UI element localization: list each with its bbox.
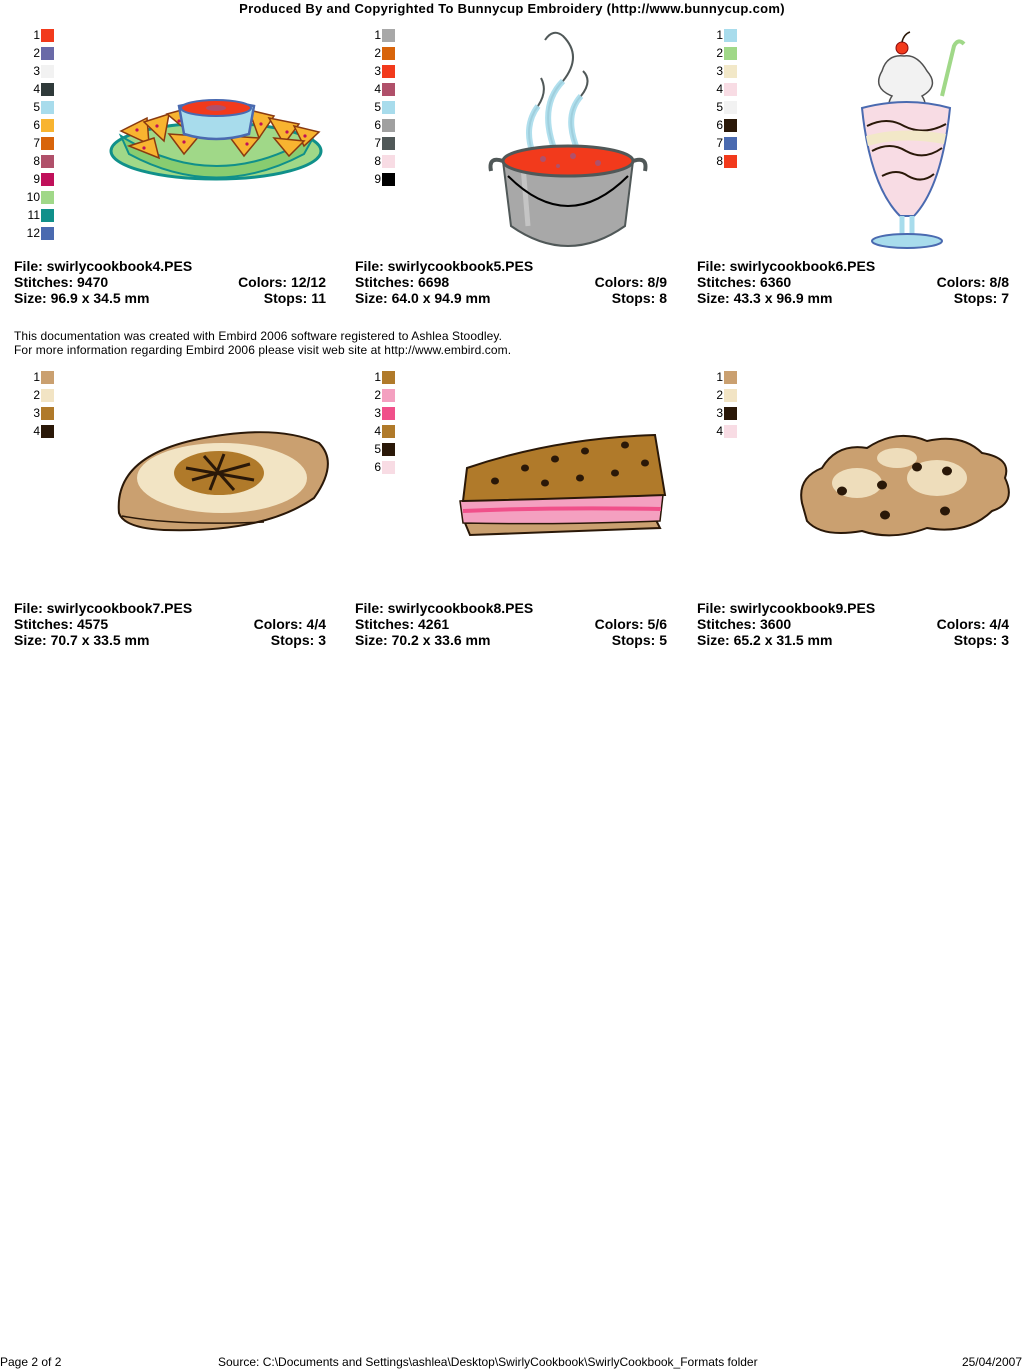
color-swatch-row (359, 98, 395, 116)
design-info: File: swirlycookbook4.PES Stitches: 9470 Colors: 12/12 Size: 96.9 x 34.5 mm Stops: 11 (14, 258, 326, 306)
swatch-color-box (724, 407, 737, 420)
swatch-number: 5 (33, 100, 40, 114)
swatch-number: 4 (716, 82, 723, 96)
color-swatch-row (359, 170, 395, 188)
swatch-number: 7 (716, 136, 723, 150)
color-swatch-row (18, 134, 54, 152)
color-swatch-row (18, 224, 54, 242)
swatch-color-box (382, 155, 395, 168)
stitch-count: 4261 (418, 616, 450, 632)
footer-source-path: Source: C:\Documents and Settings\ashlea\Desktop\SwirlyCookbook\SwirlyCookbook_Formats folder (218, 1355, 758, 1369)
file-name: swirlycookbook6.PES (729, 258, 876, 274)
swatch-number: 1 (374, 370, 381, 384)
swatch-color-box (382, 65, 395, 78)
swatch-color-box (382, 83, 395, 96)
soup-pot-icon (483, 26, 653, 256)
color-swatch-row (359, 152, 395, 170)
design-size: 64.0 x 94.9 mm (391, 290, 491, 306)
color-swatch-list (701, 26, 737, 170)
swatch-number: 4 (374, 82, 381, 96)
swatch-color-box (724, 119, 737, 132)
swatch-number: 8 (374, 154, 381, 168)
swatch-number: 3 (33, 406, 40, 420)
design-size: 96.9 x 34.5 mm (50, 290, 150, 306)
stop-count: 3 (318, 632, 326, 648)
file-name: swirlycookbook5.PES (387, 258, 534, 274)
color-swatch-row (701, 134, 737, 152)
swatch-number: 7 (374, 136, 381, 150)
color-swatch-list (701, 368, 737, 440)
chips-and-salsa-icon (109, 26, 329, 196)
swatch-color-box (382, 407, 395, 420)
swatch-color-box (41, 47, 54, 60)
swatch-color-box (41, 137, 54, 150)
swatch-number: 4 (374, 424, 381, 438)
swatch-number: 2 (33, 46, 40, 60)
swatch-color-box (382, 425, 395, 438)
footer-date: 25/04/2007 (961, 1355, 1022, 1369)
swatch-color-box (382, 101, 395, 114)
swatch-color-box (382, 29, 395, 42)
swatch-color-box (41, 191, 54, 204)
ice-cream-sandwich-icon (455, 423, 675, 543)
swatch-color-box (724, 389, 737, 402)
swatch-number: 9 (374, 172, 381, 186)
swatch-color-box (382, 173, 395, 186)
swatch-color-box (724, 425, 737, 438)
swatch-color-box (724, 83, 737, 96)
color-swatch-row (701, 116, 737, 134)
swatch-number: 9 (33, 172, 40, 186)
doc-note-line-1: This documentation was created with Embird 2006 software registered to Ashlea Stoodley. (14, 329, 503, 343)
design-card-4 (14, 368, 334, 668)
swatch-color-box (724, 155, 737, 168)
swatch-color-box (724, 29, 737, 42)
file-name: swirlycookbook4.PES (46, 258, 193, 274)
color-swatch-row (701, 404, 737, 422)
swatch-color-box (382, 443, 395, 456)
color-swatch-row (18, 188, 54, 206)
color-swatch-row (18, 404, 54, 422)
design-info: File: swirlycookbook8.PES Stitches: 4261 Colors: 5/6 Size: 70.2 x 33.6 mm Stops: 5 (355, 600, 667, 648)
page-title: Produced By and Copyrighted To Bunnycup Embroidery (http://www.bunnycup.com) (239, 1, 785, 16)
footer-page-number: Page 2 of 2 (0, 1355, 62, 1369)
swatch-number: 5 (374, 100, 381, 114)
swatch-number: 6 (716, 118, 723, 132)
swatch-color-box (382, 119, 395, 132)
swatch-number: 4 (716, 424, 723, 438)
swatch-number: 2 (716, 388, 723, 402)
color-swatch-row (701, 368, 737, 386)
color-swatch-row (18, 26, 54, 44)
color-count: 8/8 (989, 274, 1009, 290)
color-count: 12/12 (290, 274, 326, 290)
swatch-color-box (382, 371, 395, 384)
color-swatch-row (18, 62, 54, 80)
file-name: swirlycookbook9.PES (729, 600, 876, 616)
swatch-number: 3 (716, 406, 723, 420)
design-size: 70.2 x 33.6 mm (391, 632, 491, 648)
swatch-number: 6 (374, 460, 381, 474)
color-swatch-row (359, 368, 395, 386)
swatch-number: 1 (716, 28, 723, 42)
color-swatch-row (359, 422, 395, 440)
swatch-number: 6 (33, 118, 40, 132)
design-size: 65.2 x 31.5 mm (733, 632, 833, 648)
stop-count: 8 (659, 290, 667, 306)
swatch-number: 8 (33, 154, 40, 168)
swatch-color-box (41, 425, 54, 438)
design-size: 70.7 x 33.5 mm (50, 632, 150, 648)
color-swatch-row (18, 80, 54, 98)
color-swatch-list (359, 26, 395, 188)
swatch-number: 7 (33, 136, 40, 150)
swatch-number: 5 (374, 442, 381, 456)
file-name: swirlycookbook8.PES (387, 600, 534, 616)
color-swatch-row (359, 440, 395, 458)
stitch-count: 4575 (77, 616, 109, 632)
design-size: 43.3 x 96.9 mm (733, 290, 833, 306)
color-swatch-row (18, 386, 54, 404)
swatch-color-box (41, 227, 54, 240)
swatch-color-box (41, 155, 54, 168)
color-swatch-row (359, 44, 395, 62)
swatch-number: 4 (33, 82, 40, 96)
stop-count: 11 (311, 290, 326, 306)
swatch-number: 3 (374, 406, 381, 420)
color-swatch-row (18, 152, 54, 170)
color-swatch-row (18, 98, 54, 116)
color-swatch-list (359, 368, 395, 476)
design-card-2 (355, 26, 675, 326)
swatch-color-box (41, 83, 54, 96)
swatch-number: 6 (374, 118, 381, 132)
color-swatch-row (701, 422, 737, 440)
ice-cream-sundae-icon (842, 26, 972, 256)
color-count: 4/4 (306, 616, 326, 632)
swatch-color-box (41, 101, 54, 114)
swatch-color-box (41, 29, 54, 42)
swatch-color-box (724, 371, 737, 384)
swatch-color-box (41, 407, 54, 420)
doc-note-line-2: For more information regarding Embird 2006 please visit web site at http://www.embird.com. (14, 343, 512, 357)
swatch-number: 5 (716, 100, 723, 114)
stitch-count: 6698 (418, 274, 450, 290)
swatch-color-box (382, 137, 395, 150)
color-swatch-row (701, 44, 737, 62)
swatch-number: 2 (33, 388, 40, 402)
color-swatch-row (359, 62, 395, 80)
color-swatch-row (701, 152, 737, 170)
swatch-number: 1 (374, 28, 381, 42)
design-info: File: swirlycookbook9.PES Stitches: 3600 Colors: 4/4 Size: 65.2 x 31.5 mm Stops: 3 (697, 600, 1009, 648)
stop-count: 7 (1001, 290, 1009, 306)
swatch-number: 11 (27, 208, 40, 222)
design-info: File: swirlycookbook7.PES Stitches: 4575 Colors: 4/4 Size: 70.7 x 33.5 mm Stops: 3 (14, 600, 326, 648)
color-count: 4/4 (989, 616, 1009, 632)
color-count: 5/6 (647, 616, 667, 632)
swatch-number: 3 (374, 64, 381, 78)
swatch-number: 10 (26, 190, 40, 204)
color-swatch-row (18, 116, 54, 134)
design-card-3 (697, 26, 1017, 326)
swatch-color-box (724, 137, 737, 150)
swatch-number: 1 (33, 28, 40, 42)
color-swatch-row (701, 386, 737, 404)
swatch-number: 1 (716, 370, 723, 384)
color-swatch-row (701, 80, 737, 98)
color-swatch-row (359, 80, 395, 98)
color-swatch-row (359, 404, 395, 422)
swatch-color-box (724, 101, 737, 114)
color-swatch-row (359, 116, 395, 134)
color-swatch-row (359, 26, 395, 44)
swatch-color-box (382, 47, 395, 60)
swatch-color-box (724, 65, 737, 78)
swatch-color-box (724, 47, 737, 60)
color-swatch-row (18, 368, 54, 386)
stitch-count: 9470 (77, 274, 109, 290)
swatch-number: 3 (33, 64, 40, 78)
stitch-count: 6360 (760, 274, 792, 290)
color-swatch-row (701, 26, 737, 44)
color-swatch-list (18, 368, 54, 440)
chocolate-chip-cookie-icon (797, 423, 1017, 543)
swatch-color-box (41, 209, 54, 222)
swatch-color-box (382, 389, 395, 402)
swatch-color-box (41, 65, 54, 78)
swatch-number: 8 (716, 154, 723, 168)
color-count: 8/9 (647, 274, 667, 290)
swatch-number: 12 (26, 226, 40, 240)
pancake-icon (114, 418, 334, 538)
swatch-color-box (382, 461, 395, 474)
color-swatch-row (701, 98, 737, 116)
swatch-color-box (41, 371, 54, 384)
swatch-number: 1 (33, 370, 40, 384)
swatch-color-box (41, 119, 54, 132)
swatch-number: 3 (716, 64, 723, 78)
swatch-number: 2 (716, 46, 723, 60)
swatch-number: 2 (374, 388, 381, 402)
color-swatch-row (18, 206, 54, 224)
file-name: swirlycookbook7.PES (46, 600, 193, 616)
color-swatch-row (359, 134, 395, 152)
stop-count: 5 (659, 632, 667, 648)
design-card-5 (355, 368, 675, 668)
color-swatch-row (359, 386, 395, 404)
color-swatch-row (18, 44, 54, 62)
color-swatch-row (701, 62, 737, 80)
design-info: File: swirlycookbook5.PES Stitches: 6698 Colors: 8/9 Size: 64.0 x 94.9 mm Stops: 8 (355, 258, 667, 306)
documentation-note (14, 329, 511, 357)
stop-count: 3 (1001, 632, 1009, 648)
stitch-count: 3600 (760, 616, 792, 632)
color-swatch-row (18, 170, 54, 188)
swatch-color-box (41, 389, 54, 402)
design-info: File: swirlycookbook6.PES Stitches: 6360 Colors: 8/8 Size: 43.3 x 96.9 mm Stops: 7 (697, 258, 1009, 306)
color-swatch-list (18, 26, 54, 242)
swatch-number: 4 (33, 424, 40, 438)
design-card-1 (14, 26, 334, 326)
color-swatch-row (18, 422, 54, 440)
design-card-6 (697, 368, 1017, 668)
swatch-number: 2 (374, 46, 381, 60)
color-swatch-row (359, 458, 395, 476)
swatch-color-box (41, 173, 54, 186)
